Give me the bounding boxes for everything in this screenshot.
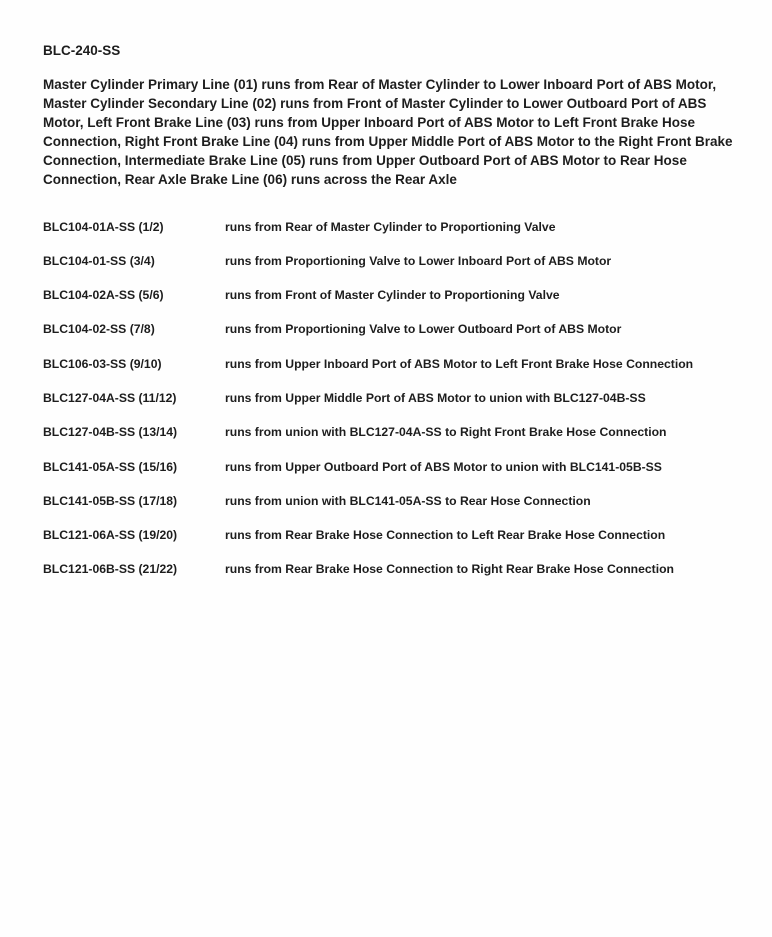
- part-number: BLC121-06B-SS (21/22): [43, 562, 178, 577]
- table-row: [43, 458, 742, 477]
- table-row: [43, 252, 742, 271]
- routing-description: runs from Rear of Master Cylinder to Proportioning Valve: [225, 219, 556, 234]
- table-row: [43, 389, 742, 408]
- table-row: [43, 320, 742, 339]
- table-row: [43, 218, 742, 237]
- part-number: BLC141-05A-SS (15/16): [43, 459, 178, 474]
- part-number: BLC127-04A-SS (11/12): [43, 390, 177, 405]
- part-number: BLC121-06A-SS (19/20): [43, 528, 178, 543]
- table-row: [43, 423, 742, 442]
- table-row: [43, 286, 742, 305]
- routing-description: runs from Upper Middle Port of ABS Motor to union with BLC127-04B-SS: [225, 390, 646, 405]
- part-number: BLC104-01A-SS (1/2): [43, 219, 164, 234]
- part-number: BLC127-04B-SS (13/14): [43, 425, 178, 440]
- routing-description: runs from Rear Brake Hose Connection to Left Rear Brake Hose Connection: [225, 528, 666, 543]
- overview-paragraph: Master Cylinder Primary Line (01) runs from Rear of Master Cylinder to Lower Inboard Port of ABS Motor, Master Cylinder Secondary Line (02) runs from Front of Master Cylinder to Lower Outboard Port of ABS Motor, Left Front Brake Line (03) runs from Upper Inboard Port of ABS Motor to Left Front Brake Hose Connection, Right Front Brake Line (04) runs from Upper Middle Port of ABS Motor to the Right Front Brake Connection, Intermediate Brake Line (05) runs from Upper Outboard Port of ABS Motor to Rear Hose Connection, Rear Axle Brake Line (06) runs across the Rear Axle: [43, 77, 733, 187]
- table-row: [43, 492, 742, 511]
- brake-line-list: [43, 218, 742, 580]
- part-number: BLC104-02-SS (7/8): [43, 322, 155, 337]
- routing-description: runs from Upper Outboard Port of ABS Motor to union with BLC141-05B-SS: [225, 459, 662, 474]
- part-number: BLC104-01-SS (3/4): [43, 253, 155, 268]
- routing-description: runs from Rear Brake Hose Connection to Right Rear Brake Hose Connection: [225, 562, 674, 577]
- table-row: [43, 560, 742, 579]
- document-title: BLC-240-SS: [43, 43, 121, 58]
- table-row: [43, 355, 742, 374]
- routing-description: runs from union with BLC127-04A-SS to Right Front Brake Hose Connection: [225, 425, 667, 440]
- routing-description: runs from Front of Master Cylinder to Proportioning Valve: [225, 288, 560, 303]
- routing-description: runs from Proportioning Valve to Lower Outboard Port of ABS Motor: [225, 322, 622, 337]
- routing-description: runs from Upper Inboard Port of ABS Motor to Left Front Brake Hose Connection: [225, 356, 694, 371]
- table-row: [43, 526, 742, 545]
- part-number: BLC106-03-SS (9/10): [43, 356, 162, 371]
- routing-description: runs from union with BLC141-05A-SS to Rear Hose Connection: [225, 493, 591, 508]
- routing-description: runs from Proportioning Valve to Lower Inboard Port of ABS Motor: [225, 253, 612, 268]
- part-number: BLC104-02A-SS (5/6): [43, 288, 164, 303]
- part-number: BLC141-05B-SS (17/18): [43, 493, 178, 508]
